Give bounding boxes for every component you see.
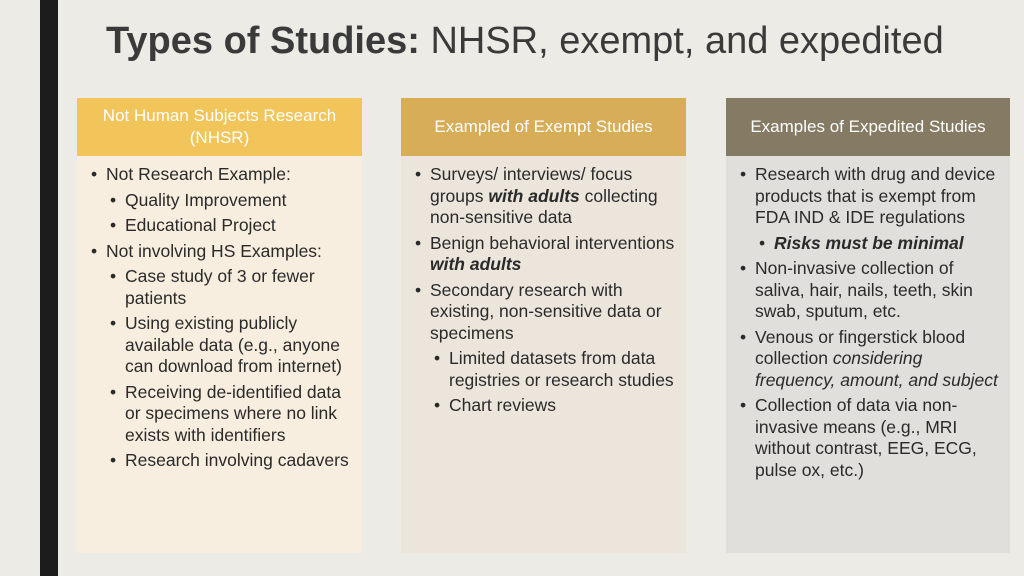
exempt-list: [413, 164, 676, 417]
list-item: [757, 233, 1000, 255]
item-text: collecting non-sensitive data: [430, 185, 658, 227]
expedited-list: [738, 164, 1000, 481]
list-item: • Collection of data via non-invasive means (e.g., MRI without contrast, EEG, ECG, pulse ox, etc.): [738, 395, 1000, 481]
list-item: • Research with drug and device products that is exempt from FDA IND & IDE regulations: [738, 164, 1000, 229]
list-item: • Case study of 3 or fewer patients: [108, 266, 352, 309]
item-text: Surveys/ interviews/ focus groups: [430, 164, 633, 206]
accent-bar: [40, 0, 58, 576]
slide-title: [106, 18, 944, 64]
list-item: [413, 233, 676, 276]
list-item: • Quality Improvement: [108, 190, 352, 212]
nhsr-header: Not Human Subjects Research (NHSR): [77, 98, 362, 156]
list-item: • Using existing publicly available data (e.g., anyone can download from internet): [108, 313, 352, 378]
item-emphasis: Risks must be minimal: [774, 232, 964, 253]
list-item: • Not involving HS Examples:: [89, 241, 352, 263]
item-emphasis: considering frequency, amount, and subject: [755, 348, 998, 390]
nhsr-body: [77, 156, 362, 553]
nhsr-column: [77, 98, 362, 553]
expedited-column: [726, 98, 1010, 553]
list-item: • Limited datasets from data registries or research studies: [432, 348, 676, 391]
list-item: • Receiving de-identified data or specimens where no link exists with identifiers: [108, 382, 352, 447]
item-emphasis: with adults: [488, 185, 580, 206]
list-item: [413, 164, 676, 229]
exempt-body: [401, 156, 686, 553]
item-emphasis: with adults: [430, 254, 522, 274]
nhsr-list: [89, 164, 352, 472]
list-item: • Chart reviews: [432, 395, 676, 417]
exempt-header: Exampled of Exempt Studies: [401, 98, 686, 156]
title-rest: NHSR, exempt, and expedited: [419, 20, 944, 62]
exempt-column: [401, 98, 686, 553]
list-item: • Not Research Example:: [89, 164, 352, 186]
list-item: • Educational Project: [108, 215, 352, 237]
list-item: [738, 327, 1000, 392]
item-text: Venous or fingerstick blood collection: [755, 326, 966, 368]
list-item: • Non-invasive collection of saliva, hair, nails, teeth, skin swab, sputum, etc.: [738, 258, 1000, 323]
list-item: • Research involving cadavers: [108, 450, 352, 472]
list-item: • Secondary research with existing, non-sensitive data or specimens: [413, 280, 676, 345]
expedited-body: [726, 156, 1010, 553]
item-text: Benign behavioral interventions: [430, 232, 675, 253]
expedited-header: Examples of Expedited Studies: [726, 98, 1010, 156]
title-bold: Types of Studies:: [106, 20, 420, 62]
